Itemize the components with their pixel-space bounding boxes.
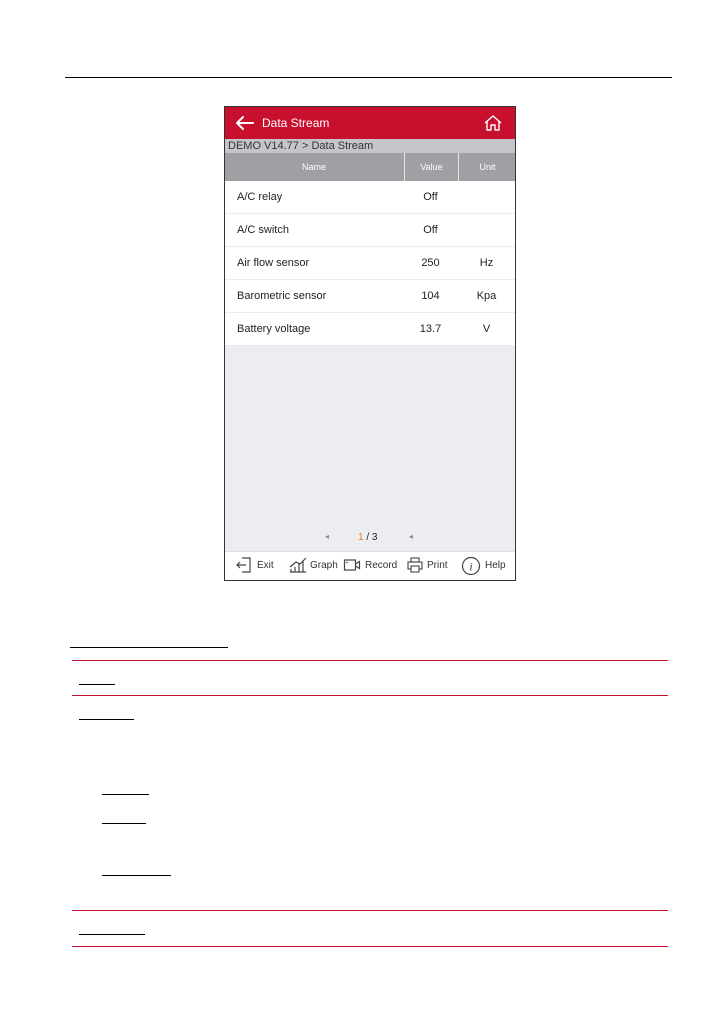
- table-row[interactable]: [225, 313, 515, 346]
- print-button[interactable]: [406, 555, 452, 577]
- page-title: Data Stream: [262, 116, 330, 130]
- row-value: 250: [421, 257, 440, 269]
- row-unit: V: [482, 323, 491, 335]
- record-button[interactable]: [343, 555, 399, 577]
- table-rule: [72, 695, 668, 696]
- exit-icon: [235, 556, 253, 574]
- svg-text:i: i: [469, 559, 473, 574]
- row-unit: Kpa: [476, 290, 497, 302]
- graph-label: Graph: [310, 560, 338, 571]
- help-button[interactable]: [461, 555, 507, 577]
- row-name: Barometric sensor: [237, 290, 327, 302]
- table-row[interactable]: [225, 181, 515, 214]
- table-rule: [72, 660, 668, 661]
- sub-entry-underline: [102, 794, 149, 795]
- next-page-icon[interactable]: ◂: [409, 532, 414, 541]
- total-pages: 3: [371, 532, 378, 543]
- print-label: Print: [427, 560, 448, 571]
- graph-button[interactable]: [288, 555, 338, 577]
- exit-label: Exit: [257, 560, 274, 571]
- graph-icon: [288, 556, 308, 574]
- entry-underline: [79, 934, 145, 935]
- table-rule: [72, 910, 668, 911]
- prev-page-icon[interactable]: ◂: [325, 532, 330, 541]
- arrow-left-icon: [235, 115, 255, 131]
- table-header: [225, 153, 515, 181]
- help-label: Help: [485, 560, 506, 571]
- row-value: 13.7: [419, 323, 442, 335]
- row-name: A/C relay: [237, 191, 283, 203]
- home-icon: [483, 113, 503, 133]
- table-rule: [72, 946, 668, 947]
- record-label: Record: [365, 560, 398, 571]
- row-name: A/C switch: [237, 224, 289, 236]
- info-icon: [461, 556, 481, 576]
- home-button[interactable]: [483, 113, 503, 133]
- row-unit: Hz: [479, 257, 494, 269]
- row-name: Battery voltage: [237, 323, 311, 335]
- record-icon: [343, 556, 361, 574]
- section-heading-underline: [70, 647, 228, 648]
- row-value: Off: [423, 191, 438, 203]
- sub-entry-underline: [102, 823, 146, 824]
- bottom-toolbar: [225, 551, 515, 581]
- entry-underline: [79, 684, 115, 685]
- entry-underline: [79, 719, 134, 720]
- sub-entry-underline: [102, 875, 171, 876]
- table-row[interactable]: [225, 247, 515, 280]
- device-screenshot: [224, 106, 516, 581]
- page-separator: /: [366, 532, 370, 543]
- column-header-name: Name: [301, 162, 326, 172]
- row-value: 104: [421, 290, 440, 302]
- column-header-unit: Unit: [458, 153, 516, 181]
- breadcrumb: DEMO V14.77 > Data Stream: [225, 139, 515, 153]
- page-indicator: [358, 532, 377, 543]
- column-header-value: Value: [404, 153, 458, 181]
- pagination: [225, 532, 515, 546]
- back-button[interactable]: [235, 115, 255, 131]
- current-page: 1: [358, 532, 364, 543]
- table-row[interactable]: [225, 280, 515, 313]
- print-icon: [406, 556, 424, 574]
- row-value: Off: [423, 224, 438, 236]
- page-header-rule: [65, 77, 672, 78]
- exit-button[interactable]: [235, 555, 277, 577]
- title-bar: [225, 107, 515, 139]
- table-row[interactable]: [225, 214, 515, 247]
- data-stream-table: [225, 181, 515, 346]
- row-name: Air flow sensor: [237, 257, 310, 269]
